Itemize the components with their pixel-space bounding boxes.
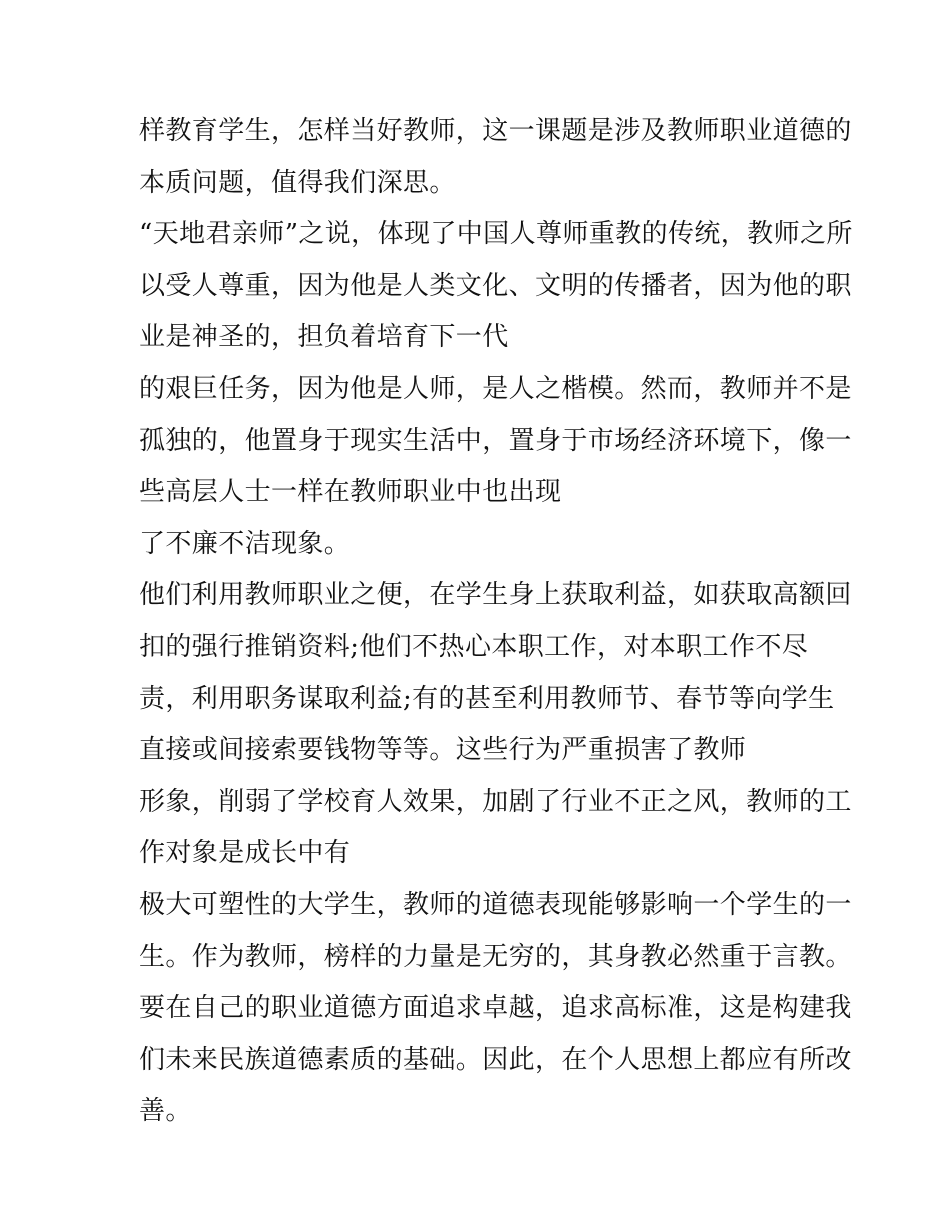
text-line: 业是神圣的，担负着培育下一代: [139, 322, 509, 353]
text-line: 直接或间接索要钱物等等。这些行为严重损害了教师: [139, 735, 747, 766]
text-line: 要在自己的职业道德方面追求卓越，追求高标准，这是构建我: [139, 993, 852, 1024]
document-body: [139, 106, 853, 1138]
text-line: 扣的强行推销资料;他们不热心本职工作，对本职工作不尽: [139, 631, 809, 662]
text-line: 本质问题，值得我们深思。: [139, 167, 456, 198]
text-line: 孤独的，他置身于现实生活中，置身于市场经济环境下，像一: [139, 425, 852, 456]
text-line: 善。: [139, 1096, 192, 1127]
text-line: 以受人尊重，因为他是人类文化、文明的传播者，因为他的职: [139, 270, 852, 301]
text-line: “天地君亲师”之说，体现了中国人尊师重教的传统，教师之所: [139, 219, 853, 250]
text-line: 了不廉不洁现象。: [139, 528, 351, 559]
text-line: 责，利用职务谋取利益;有的甚至利用教师节、春节等向学生: [139, 683, 835, 714]
text-line: 他们利用教师职业之便，在学生身上获取利益，如获取高额回: [139, 580, 852, 611]
text-line: 们未来民族道德素质的基础。因此，在个人思想上都应有所改: [139, 1044, 852, 1075]
text-line: 生。作为教师，榜样的力量是无穷的，其身教必然重于言教。: [139, 941, 852, 972]
text-line: 作对象是成长中有: [139, 838, 351, 869]
text-line: 些高层人士一样在教师职业中也出现: [139, 477, 562, 508]
text-line: 极大可塑性的大学生，教师的道德表现能够影响一个学生的一: [139, 889, 852, 920]
text-line: 形象，削弱了学校育人效果，加剧了行业不正之风，教师的工: [139, 786, 852, 817]
text-line: 的艰巨任务，因为他是人师，是人之楷模。然而，教师并不是: [139, 373, 852, 404]
text-line: 样教育学生，怎样当好教师，这一课题是涉及教师职业道德的: [139, 116, 852, 146]
